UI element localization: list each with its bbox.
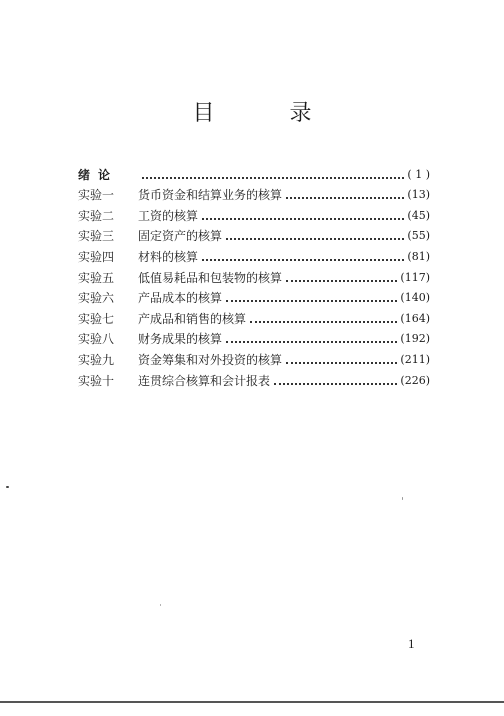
toc-entry-number: 实验四	[78, 249, 115, 264]
toc-entry-page: (211)	[400, 352, 430, 366]
toc-entry-number: 实验十	[78, 373, 115, 388]
toc-entry-experiment-5[interactable]	[78, 264, 430, 285]
toc-leader-dots	[286, 362, 397, 364]
toc-entry-title: 产品成本的核算	[138, 291, 223, 306]
toc-entry-page: (45)	[407, 208, 430, 222]
toc-leader-dots	[202, 218, 404, 220]
toc-entry-page: (192)	[400, 332, 430, 346]
toc-leader-dots	[250, 321, 397, 323]
toc-entry-experiment-7[interactable]	[78, 305, 430, 326]
toc-entry-experiment-9[interactable]	[78, 346, 430, 367]
toc-entry-page: ( 1 )	[407, 167, 430, 181]
page-number: 1	[408, 636, 415, 651]
toc-entry-title: 低值易耗品和包装物的核算	[138, 270, 283, 285]
toc-entry-title: 资金筹集和对外投资的核算	[138, 352, 283, 367]
toc-entry-experiment-4[interactable]	[78, 243, 430, 264]
toc-entry-number: 实验七	[78, 311, 115, 326]
toc-leader-dots	[286, 197, 404, 199]
toc-entry-number: 实验一	[78, 188, 115, 203]
toc-entry-title: 货币资金和结算业务的核算	[138, 188, 283, 203]
toc-entry-experiment-1[interactable]	[78, 182, 430, 203]
toc-entry-page: (164)	[400, 311, 430, 325]
toc-entry-number: 实验九	[78, 352, 115, 367]
toc-leader-dots	[274, 383, 397, 385]
toc-entry-title: 产成品和销售的核算	[138, 311, 247, 326]
toc-entry-experiment-6[interactable]	[78, 285, 430, 306]
toc-entry-title: 工资的核算	[138, 208, 199, 223]
scan-speck	[402, 497, 403, 500]
toc-entry-title: 连贯综合核算和会计报表	[138, 373, 271, 388]
toc-entry-experiment-3[interactable]	[78, 223, 430, 244]
table-of-contents	[78, 161, 430, 388]
toc-leader-dots	[226, 341, 397, 343]
toc-entry-experiment-10[interactable]	[78, 367, 430, 388]
toc-leader-dots	[286, 280, 397, 282]
toc-entry-title: 材料的核算	[138, 249, 199, 264]
scan-speck	[160, 604, 161, 606]
toc-entry-page: (55)	[407, 229, 430, 243]
toc-entry-number: 实验三	[78, 229, 115, 244]
page-title: 目 录	[192, 101, 346, 126]
toc-entry-page: (140)	[400, 291, 430, 305]
toc-entry-page: (81)	[407, 249, 430, 263]
toc-leader-dots	[226, 300, 397, 302]
scan-speck	[6, 486, 9, 488]
toc-leader-dots	[142, 177, 404, 179]
toc-entry-title: 财务成果的核算	[138, 332, 223, 347]
toc-entry-page: (117)	[400, 270, 430, 284]
toc-entry-number: 实验二	[78, 208, 115, 223]
toc-entry-title: 固定资产的核算	[138, 229, 223, 244]
page-bottom-rule	[0, 701, 504, 703]
toc-leader-dots	[202, 259, 404, 261]
toc-entry-experiment-8[interactable]	[78, 326, 430, 347]
toc-entry-experiment-2[interactable]	[78, 202, 430, 223]
toc-entry-intro[interactable]	[78, 161, 430, 182]
toc-entry-number: 绪论	[78, 167, 119, 182]
toc-entry-number: 实验六	[78, 291, 115, 306]
toc-leader-dots	[226, 238, 404, 240]
toc-entry-page: (13)	[407, 188, 430, 202]
toc-entry-page: (226)	[400, 373, 430, 387]
toc-entry-number: 实验五	[78, 270, 115, 285]
toc-entry-number: 实验八	[78, 332, 115, 347]
